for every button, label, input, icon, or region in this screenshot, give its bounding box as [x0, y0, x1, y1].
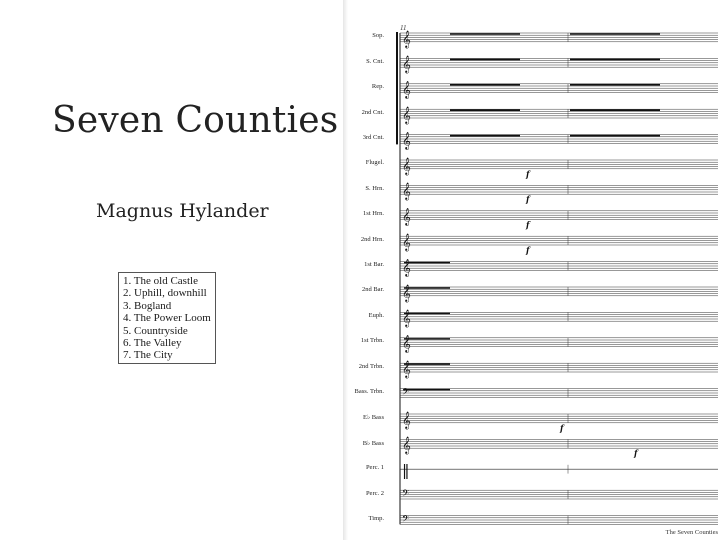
- staff-label: 1st Bar.: [364, 261, 384, 268]
- dynamic-mark: f: [560, 422, 564, 433]
- movement-item: 7. The City: [123, 349, 173, 362]
- clef-symbol: 𝄞: [402, 106, 411, 124]
- dynamic-mark: f: [634, 448, 638, 459]
- staff-label: 1st Trbn.: [360, 337, 384, 345]
- movement-list: [118, 272, 216, 364]
- staff-label: E♭ Bass: [363, 414, 384, 422]
- staff-label: 2nd Bar.: [361, 286, 384, 294]
- score-page: [348, 0, 720, 540]
- staff-label: Perc. 2: [365, 489, 384, 497]
- clef-symbol: 𝄞: [402, 334, 411, 353]
- staff-label: Sop.: [372, 32, 384, 40]
- clef-symbol: ‖: [402, 461, 410, 480]
- title-page: [0, 0, 345, 540]
- clef-symbol: 𝄞: [402, 131, 411, 150]
- clef-symbol: 𝄢: [402, 386, 410, 400]
- clef-symbol: 𝄞: [402, 283, 411, 302]
- staff-label: 1st Hrn.: [363, 210, 384, 218]
- movement-item: 3. Bogland: [123, 299, 172, 312]
- clef-symbol: 𝄞: [402, 156, 411, 175]
- movement-item: 1. The old Castle: [123, 275, 198, 287]
- clef-symbol: 𝄞: [402, 207, 411, 226]
- clef-symbol: 𝄞: [402, 309, 411, 328]
- staff-label: B♭ Bass: [362, 439, 384, 447]
- staff-label: Rep.: [371, 83, 384, 91]
- staff-label: Euph.: [368, 311, 384, 319]
- clef-symbol: 𝄢: [402, 513, 410, 527]
- composer-name: Magnus Hylander: [96, 200, 269, 222]
- clef-symbol: 𝄞: [402, 360, 411, 378]
- staff-label: 3rd Cnt.: [362, 134, 384, 141]
- dynamic-mark: f: [526, 245, 530, 255]
- page-footer: The Seven Counties: [665, 529, 718, 536]
- clef-symbol: 𝄞: [402, 258, 411, 277]
- movement-item: 2. Uphill, downhill: [123, 287, 207, 300]
- score-staves: [348, 0, 720, 540]
- movement-item: 6. The Valley: [123, 337, 182, 350]
- bar-number: 11: [400, 24, 407, 32]
- clef-symbol: 𝄞: [402, 29, 411, 48]
- dynamic-mark: f: [526, 168, 530, 179]
- staff-label: Bass. Trbn.: [354, 388, 384, 395]
- dynamic-mark: f: [526, 194, 530, 205]
- clef-symbol: 𝄞: [402, 233, 411, 251]
- movement-item: 4. The Power Loom: [123, 312, 211, 325]
- staff-label: S. Cnt.: [366, 57, 384, 65]
- staff-label: S. Hrn.: [365, 184, 384, 192]
- clef-symbol: 𝄞: [402, 182, 411, 201]
- movement-item: 5. Countryside: [123, 324, 188, 337]
- clef-symbol: 𝄞: [402, 55, 411, 74]
- dynamic-mark: f: [526, 219, 530, 230]
- staff-label: 2nd Cnt.: [361, 108, 384, 116]
- clef-symbol: 𝄞: [402, 80, 411, 99]
- staff-label: Perc. 1: [365, 464, 384, 472]
- page-title: Seven Counties: [52, 100, 339, 141]
- staff-label: Flugel.: [365, 159, 384, 167]
- clef-symbol: 𝄞: [402, 436, 411, 455]
- clef-symbol: 𝄞: [402, 410, 411, 429]
- staff-label: Timp.: [368, 515, 384, 522]
- clef-symbol: 𝄢: [402, 488, 410, 501]
- staff-label: 2nd Hrn.: [360, 235, 384, 243]
- staff-label: 2nd Trbn.: [358, 362, 384, 370]
